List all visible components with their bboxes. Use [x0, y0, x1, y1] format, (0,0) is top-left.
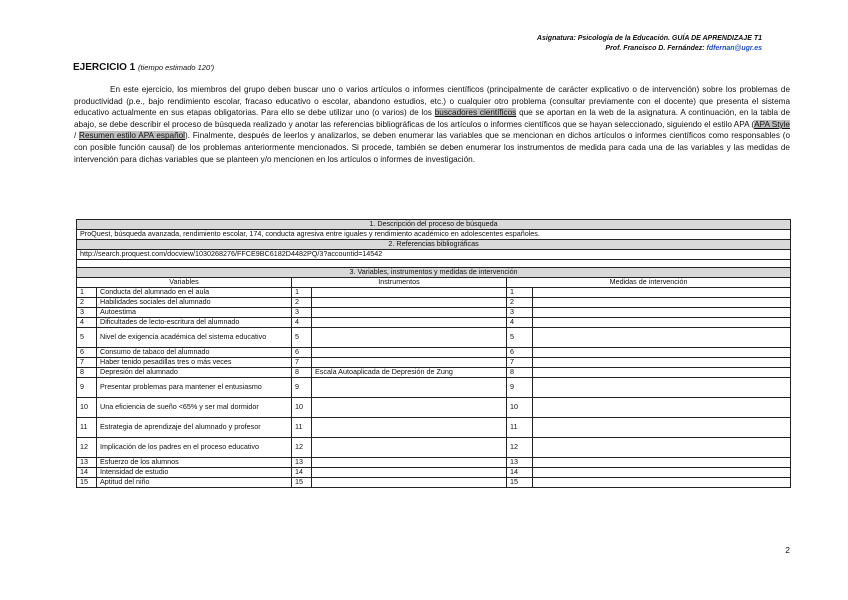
measure-cell[interactable]: [533, 398, 791, 418]
measure-cell[interactable]: [533, 318, 791, 328]
professor-email-link[interactable]: fdfernan@ugr.es: [706, 45, 762, 52]
measure-number: 13: [507, 458, 533, 468]
instrument-cell[interactable]: [312, 328, 507, 348]
exercise-table: [76, 219, 791, 488]
variable-cell[interactable]: Consumo de tabaco del alumnado: [97, 348, 292, 358]
measure-cell[interactable]: [533, 328, 791, 348]
variable-number: 3: [77, 308, 97, 318]
variable-cell[interactable]: Dificultades de lecto-escritura del alumnado: [97, 318, 292, 328]
instrument-number: 9: [292, 378, 312, 398]
instrument-number: 4: [292, 318, 312, 328]
instrument-cell[interactable]: [312, 378, 507, 398]
variable-cell[interactable]: Nivel de exigencia académica del sistema educativo: [97, 328, 292, 348]
measure-number: 12: [507, 438, 533, 458]
variable-cell[interactable]: Estrategia de aprendizaje del alumnado y profesor: [97, 418, 292, 438]
variable-cell[interactable]: Aptitud del niño: [97, 478, 292, 488]
instrument-number: 11: [292, 418, 312, 438]
table-row: [77, 418, 791, 438]
instrument-cell[interactable]: [312, 308, 507, 318]
instrument-number: 14: [292, 468, 312, 478]
measure-cell[interactable]: [533, 378, 791, 398]
variable-cell[interactable]: Conducta del alumnado en el aula: [97, 288, 292, 298]
page-header: [537, 34, 762, 54]
measure-number: 6: [507, 348, 533, 358]
instrument-number: 7: [292, 358, 312, 368]
col-header-medidas: Medidas de intervención: [507, 278, 791, 288]
course-title: Asignatura: Psicología de la Educación. GUÍA DE APRENDIZAJE T1: [536, 35, 762, 42]
variable-cell[interactable]: Intensidad de estudio: [97, 468, 292, 478]
instrument-number: 5: [292, 328, 312, 348]
measure-cell[interactable]: [533, 418, 791, 438]
instrument-cell[interactable]: [312, 288, 507, 298]
buscadores-cientificos-link[interactable]: buscadores científicos: [434, 108, 517, 118]
table-row: [77, 308, 791, 318]
variable-cell[interactable]: Implicación de los padres en el proceso educativo: [97, 438, 292, 458]
measure-cell[interactable]: [533, 478, 791, 488]
variable-cell[interactable]: Presentar problemas para mantener el entusiasmo: [97, 378, 292, 398]
measure-number: 4: [507, 318, 533, 328]
instrument-cell[interactable]: [312, 478, 507, 488]
variable-number: 4: [77, 318, 97, 328]
measure-cell[interactable]: [533, 348, 791, 358]
table-row: [77, 398, 791, 418]
table-row: [77, 318, 791, 328]
instrument-number: 2: [292, 298, 312, 308]
table-row: [77, 378, 791, 398]
variable-number: 11: [77, 418, 97, 438]
table-row: [77, 478, 791, 488]
measure-number: 3: [507, 308, 533, 318]
instrument-cell[interactable]: [312, 298, 507, 308]
bibliographic-reference[interactable]: http://search.proquest.com/docview/1030268276/FFCE9BC6182D4482PQ/3?accountid=14542: [77, 250, 791, 260]
measure-cell[interactable]: [533, 358, 791, 368]
section2-title: 2. Referencias bibliográficas: [77, 240, 791, 250]
measure-number: 2: [507, 298, 533, 308]
variable-cell[interactable]: Habilidades sociales del alumnado: [97, 298, 292, 308]
table-row: [77, 358, 791, 368]
instrument-cell[interactable]: [312, 398, 507, 418]
table-row: [77, 328, 791, 348]
exercise-time-estimate: (tiempo estimado 120'): [138, 63, 215, 72]
instrument-cell[interactable]: [312, 468, 507, 478]
measure-cell[interactable]: [533, 368, 791, 378]
variable-number: 7: [77, 358, 97, 368]
search-process-description[interactable]: ProQuest, búsqueda avanzada, rendimiento escolar, 174, conducta agresiva entre iguales y rendimiento académico en adolescentes españoles.: [77, 230, 791, 240]
variable-number: 15: [77, 478, 97, 488]
instrument-cell[interactable]: [312, 438, 507, 458]
variable-number: 12: [77, 438, 97, 458]
professor-line: Prof. Francisco D. Fernández: fdfernan@ugr.es: [605, 45, 762, 52]
instrument-number: 12: [292, 438, 312, 458]
variable-cell[interactable]: Autoestima: [97, 308, 292, 318]
variable-number: 6: [77, 348, 97, 358]
table-row: [77, 348, 791, 358]
instrument-number: 13: [292, 458, 312, 468]
variable-number: 14: [77, 468, 97, 478]
variable-number: 5: [77, 328, 97, 348]
table-row: [77, 468, 791, 478]
apa-style-link[interactable]: APA Style: [754, 119, 790, 129]
variable-number: 2: [77, 298, 97, 308]
table-row: [77, 298, 791, 308]
variable-cell[interactable]: Una eficiencia de sueño <65% y ser mal dormidor: [97, 398, 292, 418]
measure-number: 9: [507, 378, 533, 398]
variable-number: 9: [77, 378, 97, 398]
instrument-number: 10: [292, 398, 312, 418]
page-number: 2: [785, 545, 790, 555]
measure-cell[interactable]: [533, 298, 791, 308]
section1-title: 1. Descripción del proceso de búsqueda: [77, 220, 791, 230]
measure-cell[interactable]: [533, 308, 791, 318]
instrument-cell[interactable]: [312, 418, 507, 438]
measure-number: 15: [507, 478, 533, 488]
instrument-cell[interactable]: [312, 348, 507, 358]
measure-number: 1: [507, 288, 533, 298]
instrument-number: 8: [292, 368, 312, 378]
table-row: [77, 368, 791, 378]
variable-cell[interactable]: Haber tenido pesadillas tres o más veces: [97, 358, 292, 368]
instrument-number: 6: [292, 348, 312, 358]
table-row: [77, 438, 791, 458]
variable-number: 13: [77, 458, 97, 468]
col-header-variables: Variables: [77, 278, 292, 288]
table-row: [77, 458, 791, 468]
variable-number: 1: [77, 288, 97, 298]
variable-number: 10: [77, 398, 97, 418]
resumen-apa-link[interactable]: Resumen estilo APA español: [79, 131, 186, 141]
instrument-cell[interactable]: [312, 358, 507, 368]
measure-cell[interactable]: [533, 438, 791, 458]
measure-number: 5: [507, 328, 533, 348]
variable-cell[interactable]: Esfuerzo de los alumnos: [97, 458, 292, 468]
measure-number: 8: [507, 368, 533, 378]
variable-cell[interactable]: Depresión del alumnado: [97, 368, 292, 378]
table-row: [77, 288, 791, 298]
measure-number: 7: [507, 358, 533, 368]
col-header-instrumentos: Instrumentos: [292, 278, 507, 288]
instrument-number: 3: [292, 308, 312, 318]
instructions-paragraph: En este ejercicio, los miembros del grupo deben buscar uno o varios artículos o informes científicos (principalmente de carácter explicativo o de intervención) sobre los problemas de productividad (p.e., bajo rendimiento escolar, fracaso educativo o escolar, abandono estudios, etc.) o cualquier otro problema (consultar previamente con el docente) que presenta el sistema educativo actualmente en sus etapas obligatorias. Para ello se debe utilizar uno (o varios) de los buscadores científicos que se aportan en la web de la asignatura. A continuación, en la tabla de abajo, se debe describir el proceso de búsqueda realizado y anotar las referencias bibliográficas de los artículos o informes científicos que se hayan seleccionado, siguiendo el estilo APA (APA Style / Resumen estilo APA español). Finalmente, después de leerlos y analizarlos, se deben enumerar las variables que se mencionan en dichos artículos o informes científicos como responsables (o con posible función causal) de los problemas anteriormente mencionados. Si procede, también se deben enumerar los instrumentos de medida para cada una de las variables y las medidas de intervención para dichas variables que se planteen y/o mencionen en los artículos o informes de investigación.: [74, 85, 791, 164]
measure-number: 10: [507, 398, 533, 418]
instrument-cell[interactable]: [312, 318, 507, 328]
measure-cell[interactable]: [533, 288, 791, 298]
exercise-title: EJERCICIO 1 (tiempo estimado 120'): [73, 62, 215, 73]
spacer-row: [77, 260, 791, 268]
variable-number: 8: [77, 368, 97, 378]
instrument-cell[interactable]: [312, 458, 507, 468]
instrument-number: 1: [292, 288, 312, 298]
instrument-number: 15: [292, 478, 312, 488]
measure-cell[interactable]: [533, 458, 791, 468]
instrument-cell[interactable]: Escala Autoaplicada de Depresión de Zung: [312, 368, 507, 378]
measure-number: 14: [507, 468, 533, 478]
measure-number: 11: [507, 418, 533, 438]
measure-cell[interactable]: [533, 468, 791, 478]
section3-title: 3. Variables, instrumentos y medidas de intervención: [77, 268, 791, 278]
